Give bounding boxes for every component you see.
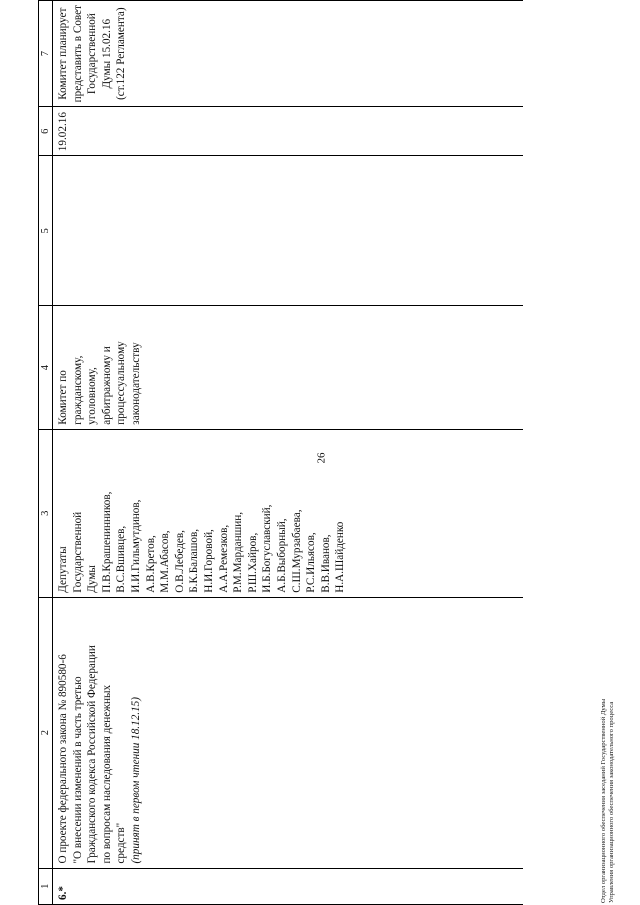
- author-line: А.Б.Выборный,: [275, 518, 288, 593]
- plan-line: Думы 15.02.16: [100, 18, 113, 89]
- header-col-7: 7: [39, 1, 53, 107]
- committee-line: арбитражному и: [100, 346, 113, 425]
- author-line: Р.М.Марданшин,: [232, 511, 245, 593]
- author-line: Депутаты: [57, 546, 69, 593]
- title-line: средств": [115, 822, 128, 864]
- footer-line: Отдел организационного обеспечения заседаний Государственной Думы: [600, 698, 607, 903]
- plan-line: представить в Совет: [71, 5, 84, 103]
- title-line: "О внесении изменений в часть третью: [71, 676, 84, 864]
- author-line: Н.А.Шайденко: [334, 521, 347, 593]
- committee-line: процессуальному: [115, 341, 128, 425]
- committee: [53, 306, 523, 429]
- author-line: В.В.Иванов,: [319, 534, 332, 593]
- page-number: 26: [315, 452, 328, 464]
- title-line: по вопросам наследования денежных: [100, 684, 113, 864]
- author-line: Думы: [86, 565, 99, 593]
- plan-line: Государственной: [86, 13, 99, 95]
- header-col-5: 5: [39, 156, 53, 306]
- author-line: Б.К.Балашов,: [188, 528, 201, 593]
- header-row: [39, 1, 53, 905]
- footer-line: Управления организационного обеспечения законодательного процесса: [608, 701, 615, 903]
- header-col-2: 2: [39, 597, 53, 868]
- status-note: (принят в первом чтении 18.12.15): [129, 696, 142, 864]
- plan-line: Комитет планирует: [57, 7, 69, 100]
- header-col-1: 1: [39, 868, 53, 904]
- author-line: О.В.Лебедев,: [173, 530, 186, 593]
- committee-line: Комитет по: [57, 370, 69, 425]
- committee-line: уголовному,: [86, 367, 99, 425]
- col5-cell: [53, 156, 523, 306]
- header-col-3: 3: [39, 429, 53, 597]
- plan-cell: [53, 1, 523, 107]
- bill-title: [53, 597, 523, 868]
- footer: [600, 699, 616, 903]
- table-row: [53, 1, 523, 905]
- plan-line: (ст.122 Регламента): [115, 7, 128, 100]
- author-line: Н.И.Горовой,: [202, 529, 215, 593]
- header-col-4: 4: [39, 306, 53, 429]
- header-col-6: 6: [39, 107, 53, 156]
- committee-line: законодательству: [129, 342, 142, 425]
- author-line: И.Б.Богуславский,: [261, 504, 274, 593]
- row-number: 6.*: [57, 886, 69, 900]
- author-line: Р.Ш.Хайров,: [246, 532, 259, 593]
- author-line: П.В.Крашенинников,: [100, 491, 113, 593]
- author-line: Государственной: [71, 511, 84, 593]
- author-line: А.В.Кретов,: [144, 535, 157, 593]
- author-line: С.Ш.Мурзабаева,: [290, 509, 303, 593]
- title-line: Гражданского кодекса Российской Федерации: [86, 645, 99, 864]
- agenda-table: [38, 0, 523, 905]
- author-line: Р.С.Ильясов,: [305, 532, 318, 593]
- author-line: А.А.Ремезков,: [217, 524, 230, 593]
- author-line: В.С.Вшивцев,: [115, 525, 128, 593]
- title-line: О проекте федерального закона № 890580-6: [57, 654, 69, 864]
- author-line: М.М.Абасов,: [159, 530, 172, 593]
- authors-list: [53, 429, 523, 597]
- committee-line: гражданскому,: [71, 355, 84, 425]
- date-cell: 19.02.16: [57, 112, 69, 152]
- author-line: И.И.Гильмутдинов,: [129, 499, 142, 593]
